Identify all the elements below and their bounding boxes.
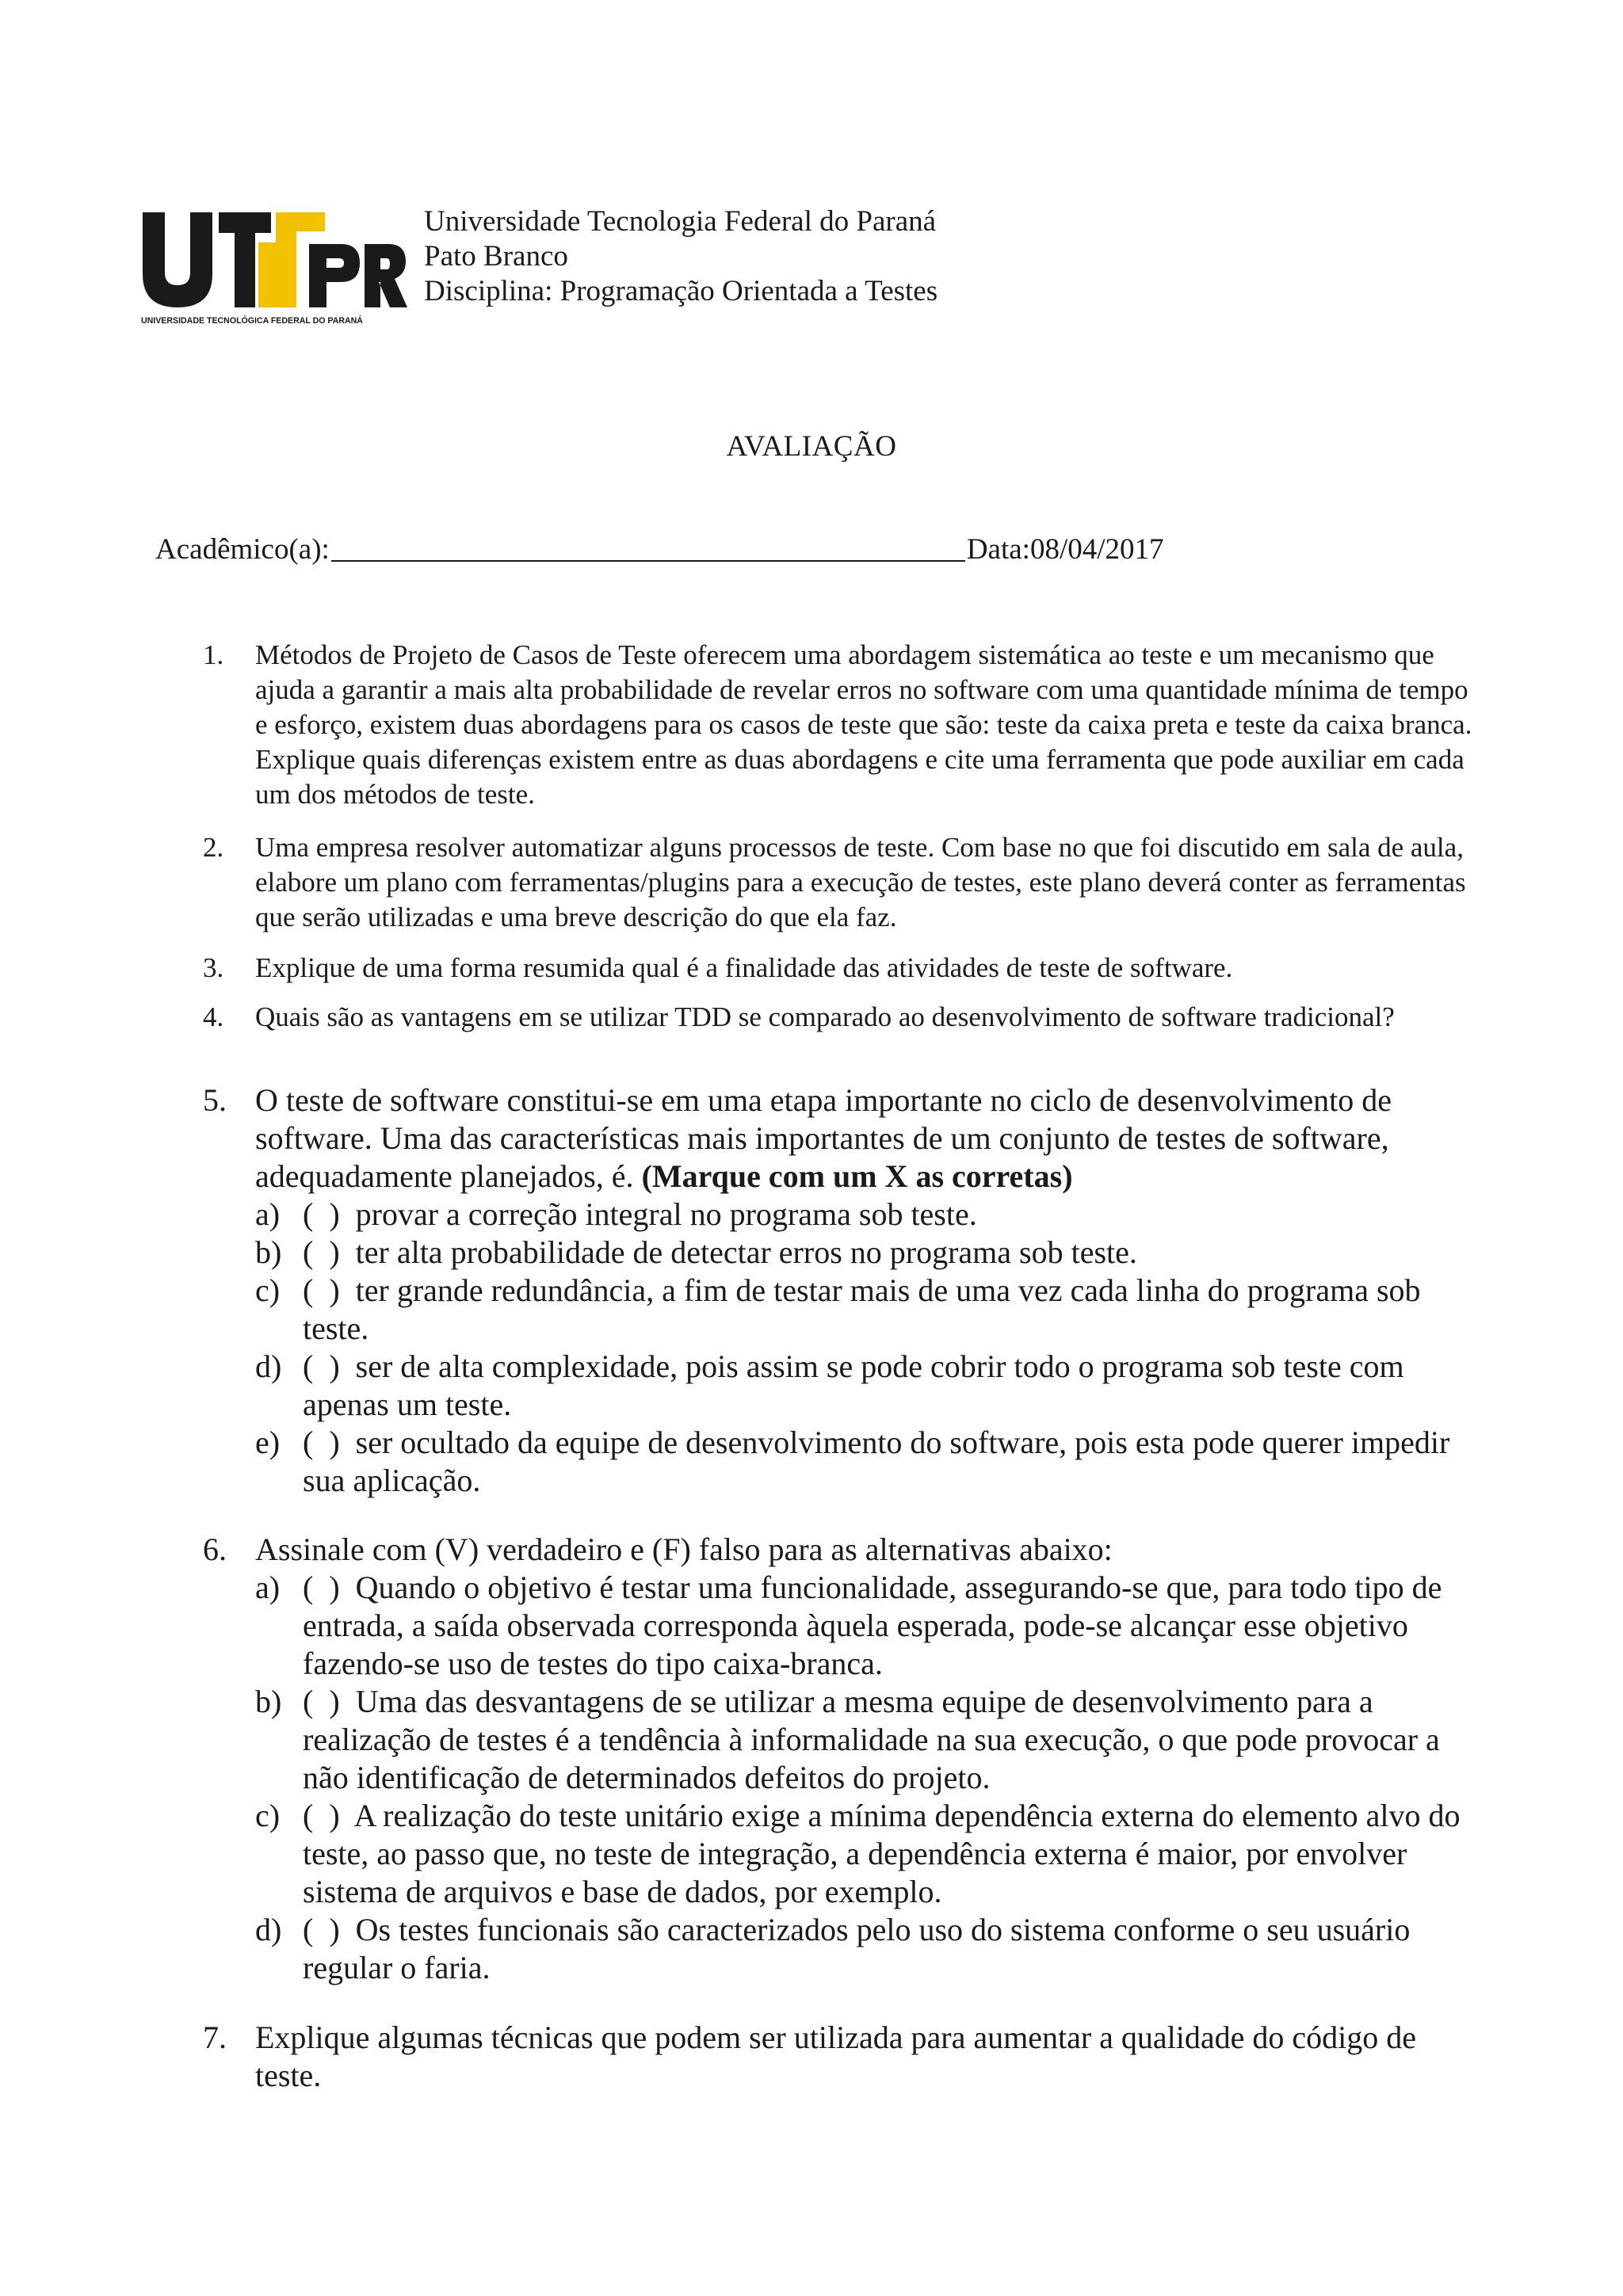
option-letter: e)	[255, 1425, 281, 1460]
option-checkbox[interactable]: ( )	[303, 1234, 348, 1270]
option-text: Os testes funcionais são caracterizados pelo uso do sistema conforme o seu usuário regular o faria.	[303, 1912, 1411, 1985]
option-checkbox[interactable]: ( )	[303, 1684, 348, 1719]
option-letter: d)	[255, 1912, 282, 1947]
question-3	[203, 951, 1487, 986]
question-7	[203, 2019, 1487, 2095]
discipline-name: Disciplina: Programação Orientada a Testes	[424, 275, 938, 307]
question-number: 7.	[203, 2019, 227, 2055]
question-number: 6.	[203, 1531, 227, 1567]
question-number: 3.	[203, 952, 224, 983]
option-checkbox[interactable]: ( )	[303, 1425, 348, 1460]
campus-name: Pato Branco	[424, 240, 568, 273]
option-c	[203, 1797, 1487, 1911]
option-letter: b)	[255, 1234, 282, 1270]
question-text: Explique de uma forma resumida qual é a finalidade das atividades de teste de software.	[255, 952, 1233, 983]
option-checkbox[interactable]: ( )	[303, 1348, 348, 1384]
question-2	[203, 830, 1487, 935]
option-checkbox[interactable]: ( )	[303, 1912, 348, 1947]
student-name-field[interactable]	[331, 533, 965, 562]
option-text: ter grande redundância, a fim de testar mais de uma vez cada linha do programa sob teste.	[303, 1272, 1421, 1346]
option-checkbox[interactable]: ( )	[303, 1196, 348, 1232]
student-label: Acadêmico(a):	[155, 533, 330, 566]
logo-subtitle: UNIVERSIDADE TECNOLÓGICA FEDERAL DO PARANÁ	[141, 316, 363, 326]
option-checkbox[interactable]: ( )	[303, 1798, 348, 1833]
option-a	[203, 1569, 1487, 1683]
utfpr-logo	[141, 208, 407, 326]
exam-date: Data:08/04/2017	[966, 533, 1164, 566]
option-text: A realização do teste unitário exige a mínima dependência externa do elemento alvo do teste, ao passo que, no teste de integração, a dependência externa é maior, por envolver sistema de arquivos e base de dados, por exemplo.	[303, 1798, 1461, 1909]
option-text: Quando o objetivo é testar uma funcionalidade, assegurando-se que, para todo tipo de entrada, a saída observada corresponda àquela esperada, pode-se alcançar esse objetivo fazendo-se uso de testes do tipo caixa-branca.	[303, 1569, 1442, 1681]
question-instruction: (Marque com um X as corretas)	[641, 1158, 1073, 1194]
question-1	[203, 638, 1487, 812]
option-letter: d)	[255, 1348, 282, 1384]
option-d	[203, 1348, 1487, 1424]
option-text: Uma das desvantagens de se utilizar a mesma equipe de desenvolvimento para a realização de testes é a tendência à informalidade na sua execução, o que pode provocar a não identificação de determinados defeitos do projeto.	[303, 1684, 1440, 1795]
question-text: Assinale com (V) verdadeiro e (F) falso para as alternativas abaixo:	[255, 1531, 1113, 1567]
option-checkbox[interactable]: ( )	[303, 1272, 348, 1308]
question-number: 4.	[203, 1001, 224, 1032]
option-c	[203, 1272, 1487, 1348]
option-letter: b)	[255, 1684, 282, 1719]
option-e	[203, 1424, 1487, 1500]
question-text: Uma empresa resolver automatizar alguns processos de teste. Com base no que foi discutido em sala de aula, elabore um plano com ferramentas/plugins para a execução de testes, este plano deverá conter as ferramentas que serão utilizadas e uma breve descrição do que ela faz.	[255, 832, 1466, 933]
question-5	[203, 1081, 1487, 1500]
question-text: O teste de software constitui-se em uma etapa importante no ciclo de desenvolvimento de software. Uma das características mais importantes de um conjunto de testes de software, adequadamente planejados, é.	[255, 1082, 1392, 1194]
option-b	[203, 1683, 1487, 1797]
option-letter: a)	[255, 1569, 281, 1605]
university-name: Universidade Tecnologia Federal do Paraná	[424, 205, 937, 238]
option-a	[203, 1196, 1487, 1234]
option-letter: c)	[255, 1798, 281, 1833]
option-letter: c)	[255, 1272, 281, 1308]
option-text: ter alta probabilidade de detectar erros no programa sob teste.	[355, 1234, 1137, 1270]
option-text: ser de alta complexidade, pois assim se pode cobrir todo o programa sob teste com apenas um teste.	[303, 1348, 1404, 1422]
question-number: 1.	[203, 639, 224, 670]
question-number: 2.	[203, 832, 224, 863]
question-number: 5.	[203, 1082, 227, 1118]
option-checkbox[interactable]: ( )	[303, 1569, 348, 1605]
question-4	[203, 1000, 1487, 1035]
question-text: Métodos de Projeto de Casos de Teste oferecem uma abordagem sistemática ao teste e um mecanismo que ajuda a garantir a mais alta probabilidade de revelar erros no software com uma quantidade mínima de tempo e esforço, existem duas abordagens para os casos de teste que são: teste da caixa preta e teste da caixa branca. Explique quais diferenças existem entre as duas abordagens e cite uma ferramenta que pode auxiliar em cada um dos métodos de teste.	[255, 639, 1472, 810]
header-lines	[424, 204, 938, 309]
option-b	[203, 1234, 1487, 1272]
student-line	[155, 532, 1164, 566]
question-text: Quais são as vantagens em se utilizar TDD se comparado ao desenvolvimento de software tradicional?	[255, 1001, 1395, 1032]
question-text: Explique algumas técnicas que podem ser utilizada para aumentar a qualidade do código de teste.	[255, 2019, 1416, 2093]
question-6	[203, 1531, 1487, 1987]
option-text: provar a correção integral no programa sob teste.	[355, 1196, 977, 1232]
page-title: AVALIAÇÃO	[726, 430, 897, 463]
option-text: ser ocultado da equipe de desenvolvimento do software, pois esta pode querer impedir sua aplicação.	[303, 1425, 1450, 1498]
option-d	[203, 1911, 1487, 1987]
option-letter: a)	[255, 1196, 281, 1232]
